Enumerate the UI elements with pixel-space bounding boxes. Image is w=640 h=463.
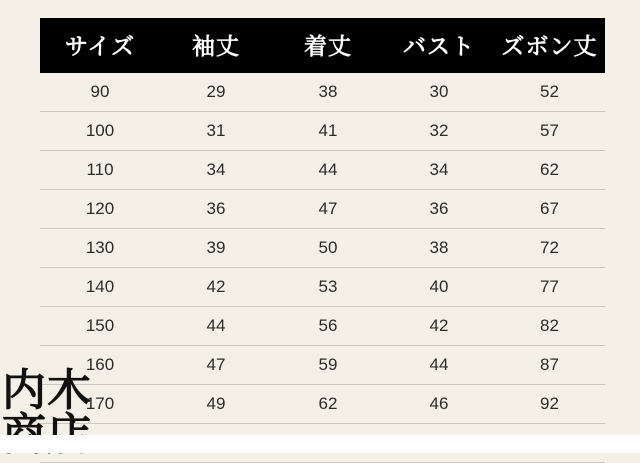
table-row [40,385,605,424]
cell-sleeve-length: 31 [160,112,272,151]
cell-pants-length: 92 [494,385,605,424]
size-table-container [40,18,605,463]
size-table [40,18,605,463]
cell-sleeve-length: 39 [160,229,272,268]
bottom-white-strip [0,435,640,453]
table-body [40,73,605,463]
cell-pants-length: 82 [494,307,605,346]
table-row [40,190,605,229]
cell-pants-length: 57 [494,112,605,151]
table-row [40,73,605,112]
cell-size: 110 [40,151,160,190]
cell-size: 170 [40,385,160,424]
cell-bust: 38 [384,229,494,268]
column-header-bust: バスト [384,18,494,73]
cell-bust: 36 [384,190,494,229]
cell-garment-length: 44 [272,151,384,190]
cell-pants-length: 52 [494,73,605,112]
cell-pants-length: 87 [494,346,605,385]
cell-size: 90 [40,73,160,112]
table-row [40,112,605,151]
cell-pants-length: 77 [494,268,605,307]
cell-garment-length: 59 [272,346,384,385]
column-header-sleeve-length: 袖丈 [160,18,272,73]
cell-garment-length: 47 [272,190,384,229]
watermark-line-1: 内木 [2,365,92,416]
column-header-pants-length: ズボン丈 [494,18,605,73]
cell-garment-length: 41 [272,112,384,151]
cell-size: 140 [40,268,160,307]
column-header-size: サイズ [40,18,160,73]
cell-sleeve-length: 47 [160,346,272,385]
cell-pants-length: 67 [494,190,605,229]
cell-size: 100 [40,112,160,151]
table-row [40,151,605,190]
cell-size: 120 [40,190,160,229]
cell-garment-length: 38 [272,73,384,112]
cell-size: 150 [40,307,160,346]
cell-bust: 34 [384,151,494,190]
cell-size: 130 [40,229,160,268]
cell-garment-length: 53 [272,268,384,307]
cell-bust: 40 [384,268,494,307]
table-row [40,229,605,268]
table-header [40,18,605,73]
cell-pants-length: 72 [494,229,605,268]
cell-garment-length: 50 [272,229,384,268]
cell-sleeve-length: 49 [160,385,272,424]
table-row [40,268,605,307]
cell-bust: 44 [384,346,494,385]
cell-garment-length: 56 [272,307,384,346]
cell-sleeve-length: 44 [160,307,272,346]
cell-bust: 46 [384,385,494,424]
column-header-garment-length: 着丈 [272,18,384,73]
table-header-row [40,18,605,73]
cell-pants-length: 62 [494,151,605,190]
cell-sleeve-length: 42 [160,268,272,307]
cell-bust: 30 [384,73,494,112]
cell-sleeve-length: 29 [160,73,272,112]
cell-sleeve-length: 34 [160,151,272,190]
cell-bust: 42 [384,307,494,346]
cell-garment-length: 62 [272,385,384,424]
table-row [40,346,605,385]
cell-size: 160 [40,346,160,385]
table-row [40,307,605,346]
cell-sleeve-length: 36 [160,190,272,229]
cell-bust: 32 [384,112,494,151]
